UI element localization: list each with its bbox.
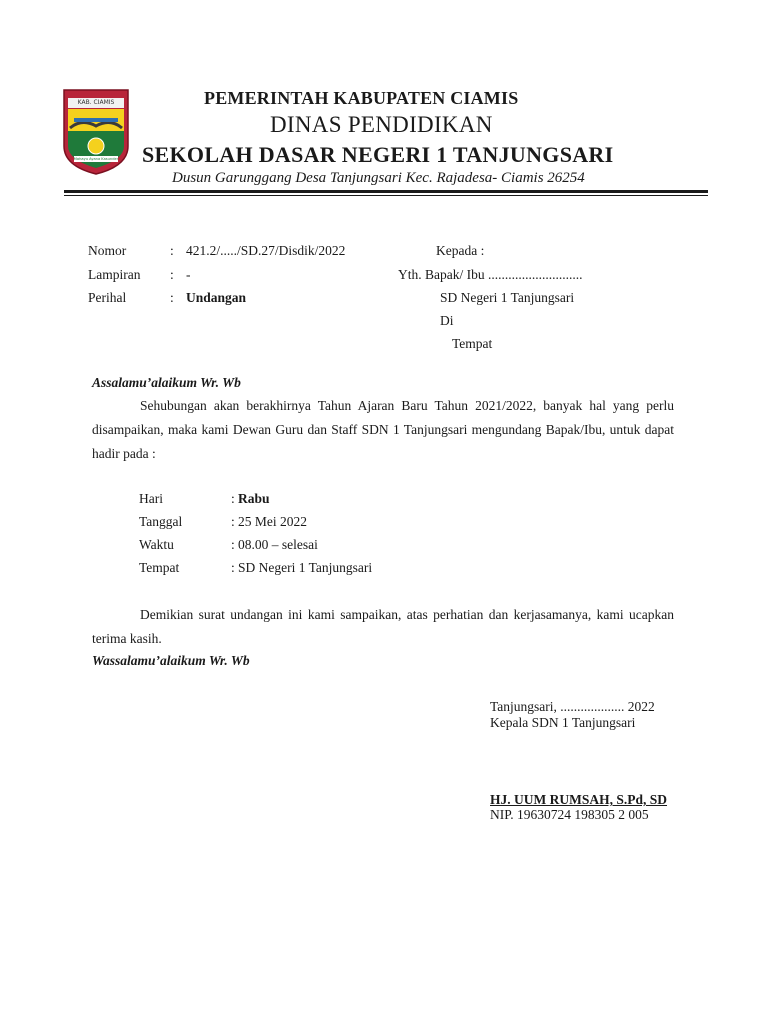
hari-value: Rabu — [238, 491, 270, 506]
hari-label: Hari — [139, 491, 163, 506]
tanggal-value: 25 Mei 2022 — [238, 514, 307, 529]
perihal-colon: : — [170, 290, 174, 305]
letterhead-line-1: PEMERINTAH KABUPATEN CIAMIS — [204, 88, 519, 108]
tanggal-colon: : — [231, 514, 235, 529]
recipient-yth: Yth. Bapak/ Ibu ............................ — [398, 267, 583, 282]
logo-text: KAB. CIAMIS — [77, 99, 115, 106]
hari-colon: : — [231, 491, 235, 506]
lampiran-value: - — [186, 267, 191, 282]
nomor-value: 421.2/...../SD.27/Disdik/2022 — [186, 243, 346, 258]
letterhead-address: Dusun Garunggang Desa Tanjungsari Kec. Rajadesa- Ciamis 26254 — [172, 170, 585, 186]
header-rule-thin — [64, 195, 708, 196]
letterhead-line-3: SEKOLAH DASAR NEGERI 1 TANJUNGSARI — [142, 142, 614, 167]
perihal-label: Perihal — [88, 290, 127, 305]
nomor-colon: : — [170, 243, 174, 258]
perihal-value: Undangan — [186, 290, 247, 305]
lampiran-colon: : — [170, 267, 174, 282]
tempat-value: SD Negeri 1 Tanjungsari — [238, 560, 373, 575]
tanggal-label: Tanggal — [139, 514, 183, 529]
tempat-colon: : — [231, 560, 235, 575]
header-rule-thick — [64, 190, 708, 193]
recipient-di: Di — [440, 313, 454, 328]
waktu-label: Waktu — [139, 537, 174, 552]
signature-position: Kepala SDN 1 Tanjungsari — [490, 715, 636, 730]
logo-motto: Mahayu Ayana Kasunder — [73, 157, 119, 161]
waktu-colon: : — [231, 537, 235, 552]
nomor-label: Nomor — [88, 243, 127, 258]
recipient-tempat: Tempat — [452, 336, 493, 351]
lampiran-label: Lampiran — [88, 267, 141, 282]
farewell: Wassalamu’alaikum Wr. Wb — [92, 653, 250, 668]
signature-name: HJ. UUM RUMSAH, S.Pd, SD — [490, 792, 668, 807]
letterhead-line-2: DINAS PENDIDIKAN — [270, 112, 493, 137]
closing-paragraph: Demikian surat undangan ini kami sampaikan, atas perhatian dan kerjasamanya, kami ucapkan terima kasih. — [92, 607, 674, 646]
opening-paragraph: Sehubungan akan berakhirnya Tahun Ajaran Baru Tahun 2021/2022, banyak hal yang perlu disampaikan, maka kami Dewan Guru dan Staff SDN 1 Tanjungsari mengundang Bapak/Ibu, untuk dapat hadir pada : — [92, 398, 674, 461]
recipient-kepada: Kepada : — [436, 243, 485, 258]
signature-nip: NIP. 19630724 198305 2 005 — [490, 807, 649, 822]
waktu-value: 08.00 – selesai — [238, 537, 318, 552]
regency-logo — [62, 88, 130, 176]
signature-place-date: Tanjungsari, ................... 2022 — [490, 699, 655, 714]
recipient-school: SD Negeri 1 Tanjungsari — [440, 290, 575, 305]
tempat-label: Tempat — [139, 560, 180, 575]
greeting: Assalamu’alaikum Wr. Wb — [92, 375, 241, 390]
